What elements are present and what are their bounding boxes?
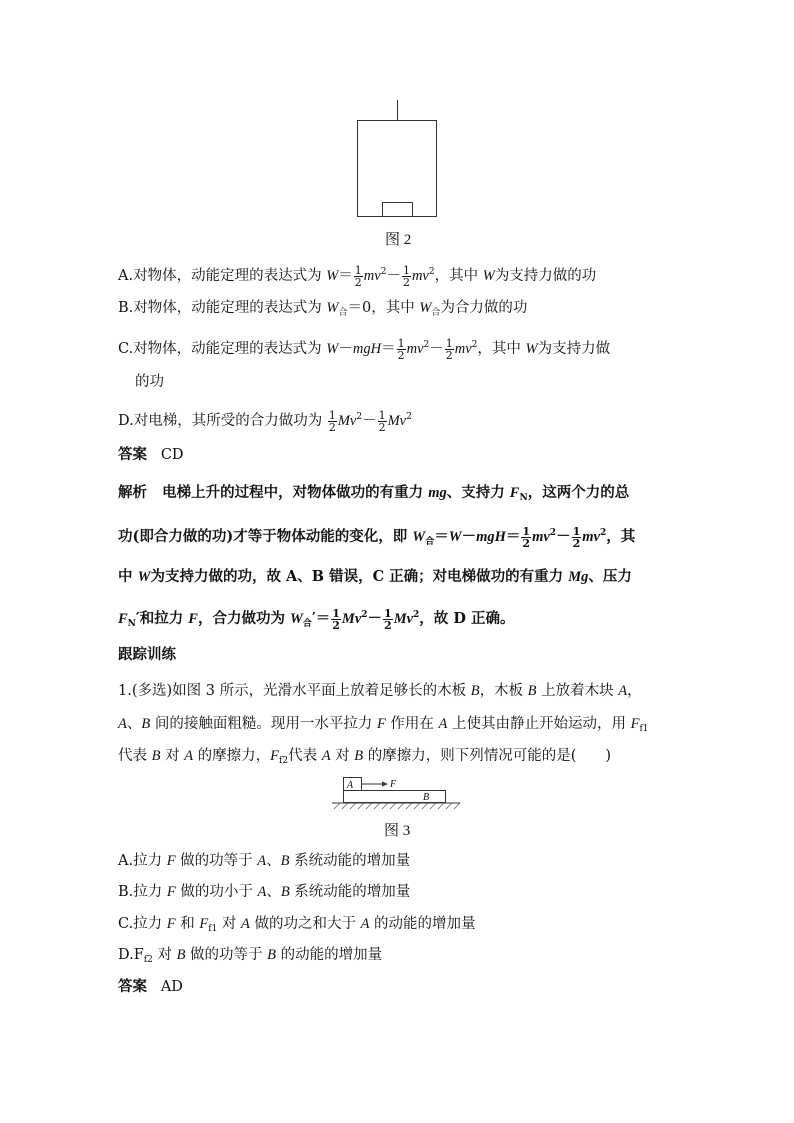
figure-3-blocks (330, 772, 466, 812)
answer-1-value: CD (160, 447, 184, 463)
figure-2-caption: 图 2 (385, 232, 412, 248)
question-1-line-3: 代表 B 对 A 的摩擦力，$F_{f2}$代表 A 对 B 的摩擦力，则下列情况可能的是( ) (118, 748, 612, 766)
q1-option-c: C.拉力 F 和 $F_{f1}$ 对 A 做的功之和大于 A 的动能的增加量 (118, 916, 476, 934)
section-title: 跟踪训练 (118, 647, 176, 663)
q1-option-a: A.拉力 F 做的功等于 A、B 系统动能的增加量 (118, 853, 411, 869)
force-arrowhead (382, 782, 388, 787)
option-c: C.对物体，动能定理的表达式为 W－mgH＝ $\frac{1}{2}$ $mv^2-$ $\frac{1}{2}$ $mv^2$，其中 W为支持力做 (118, 336, 611, 362)
analysis-line-2: 功(即合力做的功)才等于物体动能的变化，即 $W_合=W-mgH=$ $\frac{1}{2}$ $mv^2-$ $\frac{1}{2}$ $mv^2$，其 (118, 524, 636, 550)
q1-option-b: B.拉力 F 做的功小于 A、B 系统动能的增加量 (118, 884, 411, 900)
analysis-line-4: $F_N'$和拉力 F，合力做功为 $W_合'=$ $\frac{1}{2}$ $Mv^2-$ $\frac{1}{2}$ Mv$^2$，故 D 正确。 (118, 606, 515, 632)
answer-1: 答案 CD (118, 447, 184, 463)
question-1-line-1: 1.(多选)如图 3 所示，光滑水平面上放着足够长的木板 B，木板 B 上放着木块 A， (118, 683, 642, 699)
block-object (383, 203, 413, 217)
figure-3-caption: 图 3 (384, 823, 411, 839)
option-b: B.对物体，动能定理的表达式为 $W_合=0$，其中 $W_合$为合力做的功 (118, 300, 528, 318)
analysis-line-3: 中 W为支持力做的功，故 A、B 错误，C 正确；对电梯做功的有重力 Mg、压力 (118, 568, 632, 585)
figure-2-elevator (350, 98, 445, 222)
block-a-label: A (347, 780, 354, 791)
q1-option-d: $D.F_{f2}$ 对 B 做的功等于 B 的动能的增加量 (118, 947, 383, 965)
option-a: A.对物体，动能定理的表达式为 W＝ $\frac{1}{2}$ $mv^2-$ $\frac{1}{2}$ $mv^2$，其中 W为支持力做的功 (118, 263, 597, 289)
board-b (344, 791, 446, 803)
question-1-line-2: A、B 间的接触面粗糙。现用一水平拉力 F 作用在 A 上使其由静止开始运动，用 $F_{f1}$ (118, 716, 649, 734)
answer-2-value: AD (160, 979, 183, 995)
option-d: D.对电梯，其所受的合力做功为 $\frac{1}{2}$ $Mv^2-$ $\frac{1}{2}$ Mv$^2$ (118, 408, 412, 434)
analysis-line-1: 解析 电梯上升的过程中，对物体做功的有重力 mg、支持力 $F_N$，这两个力的总 (118, 484, 630, 503)
option-c-cont: 的功 (135, 374, 164, 390)
answer-2: 答案 AD (118, 979, 183, 995)
ground-hatch (334, 803, 460, 809)
force-label: F (390, 779, 397, 790)
board-b-label: B (423, 792, 430, 803)
